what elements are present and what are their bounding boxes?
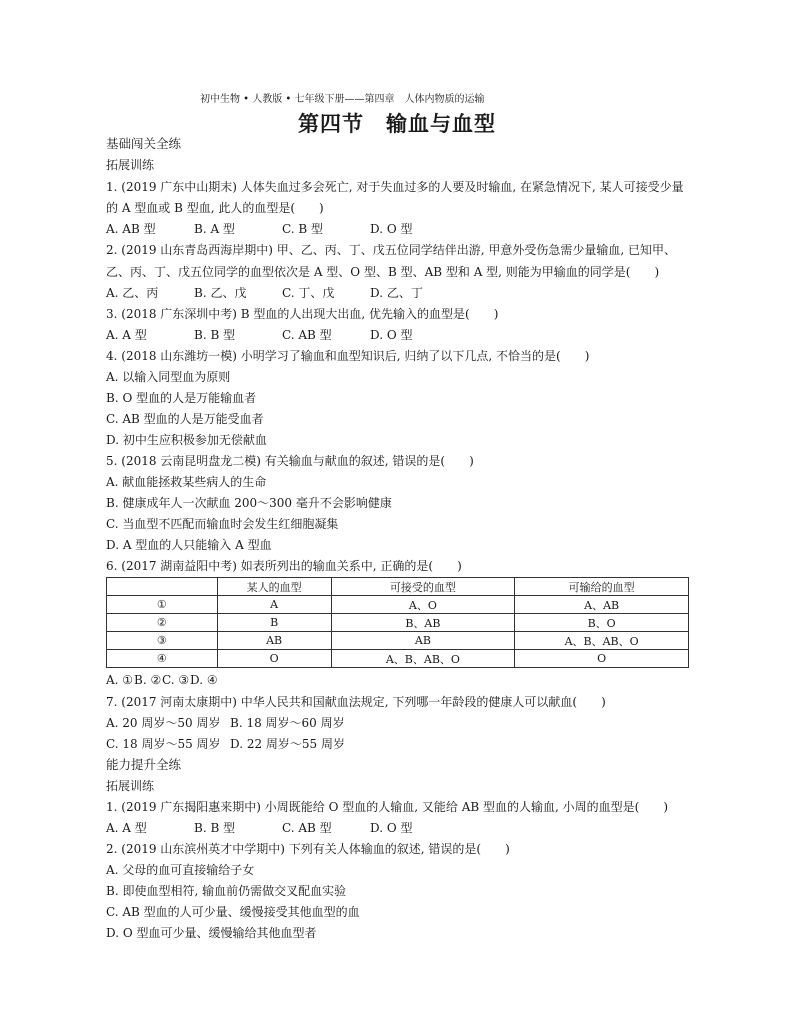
q1-option-d[interactable]: D. O 型	[370, 222, 413, 236]
table-cell: O	[515, 650, 689, 668]
q2-option-d[interactable]: D. 乙、丁	[370, 286, 423, 300]
p2-stem: 2. (2019 山东滨州英才中学期中) 下列有关人体输血的叙述, 错误的是( )	[106, 842, 510, 856]
q3-option-b[interactable]: B. B 型	[194, 328, 236, 342]
table-row	[107, 614, 689, 632]
q1-option-c[interactable]: C. B 型	[282, 222, 324, 236]
q7-options-row2	[106, 736, 345, 752]
q2-option-b[interactable]: B. 乙、戊	[194, 286, 247, 300]
p2-option-a[interactable]: A. 父母的血可直接输给子女	[106, 863, 255, 877]
table-cell: ③	[107, 632, 218, 650]
q6-option-c[interactable]: C. ③	[162, 673, 190, 687]
q3-stem: 3. (2018 广东深圳中考) B 型血的人出现大出血, 优先输入的血型是( )	[106, 307, 499, 321]
page-title: 第四节 输血与血型	[298, 111, 496, 136]
table-cell: B、AB	[331, 614, 515, 632]
series-header: 初中生物 • 人教版 • 七年级下册——第四章 人体内物质的运输	[200, 94, 485, 105]
q5-option-b[interactable]: B. 健康成年人一次献血 200～300 毫升不会影响健康	[106, 496, 392, 510]
table-cell: O	[217, 650, 331, 668]
table-cell: B、O	[515, 614, 689, 632]
q4-option-a[interactable]: A. 以输入同型血为原则	[106, 370, 231, 384]
q5-stem: 5. (2018 云南昆明盘龙二模) 有关输血与献血的叙述, 错误的是( )	[106, 454, 474, 468]
section-ability: 能力提升全练	[106, 757, 182, 772]
table-header-cell	[107, 578, 218, 596]
p2-option-d[interactable]: D. O 型血可少量、缓慢输给其他血型者	[106, 926, 317, 940]
table-header-row	[107, 578, 689, 596]
q7-option-b[interactable]: B. 18 周岁～60 周岁	[230, 716, 345, 730]
q7-option-c[interactable]: C. 18 周岁～55 周岁	[106, 737, 221, 751]
p1-stem: 1. (2019 广东揭阳惠来期中) 小周既能给 O 型血的人输血, 又能给 AB 型血的人输血, 小周的血型是( )	[106, 800, 668, 814]
section-basic: 基础闯关全练	[106, 136, 182, 151]
table-header-cell: 某人的血型	[217, 578, 331, 596]
q2-option-a[interactable]: A. 乙、丙	[106, 286, 159, 300]
table-header-cell: 可输给的血型	[515, 578, 689, 596]
table-cell: A、AB	[515, 596, 689, 614]
q3-option-d[interactable]: D. O 型	[370, 328, 413, 342]
q3-options	[106, 327, 458, 343]
q2-stem-line1: 2. (2019 山东青岛西海岸期中) 甲、乙、丙、丁、戊五位同学结伴出游, 甲意外受伤急需少量输血, 已知甲、	[106, 243, 677, 257]
q4-option-b[interactable]: B. O 型血的人是万能输血者	[106, 391, 257, 405]
p1-option-c[interactable]: C. AB 型	[282, 821, 332, 835]
q4-stem: 4. (2018 山东潍坊一模) 小明学习了输血和血型知识后, 归纳了以下几点, 不恰当的是( )	[106, 349, 590, 363]
table-row	[107, 596, 689, 614]
q6-options	[106, 672, 218, 688]
q6-option-b[interactable]: B. ②	[134, 673, 162, 687]
table-cell: ④	[107, 650, 218, 668]
q1-stem-line1: 1. (2019 广东中山期末) 人体失血过多会死亡, 对于失血过多的人要及时输血, 在紧急情况下, 某人可接受少量	[106, 180, 684, 194]
q5-option-c[interactable]: C. 当血型不匹配而输血时会发生红细胞凝集	[106, 517, 339, 531]
p1-option-d[interactable]: D. O 型	[370, 821, 413, 835]
q5-option-a[interactable]: A. 献血能拯救某些病人的生命	[106, 475, 267, 489]
blood-transfusion-table	[106, 577, 689, 668]
table-cell: ②	[107, 614, 218, 632]
subsection-basic-training: 拓展训练	[106, 158, 155, 172]
table-cell: A、B、AB、O	[331, 650, 515, 668]
q7-options-row1	[106, 715, 345, 731]
q1-stem-line2: 的 A 型血或 B 型血, 此人的血型是( )	[106, 201, 324, 215]
q1-option-a[interactable]: A. AB 型	[106, 222, 156, 236]
table-row	[107, 650, 689, 668]
q2-stem-line2: 乙、丙、丁、戊五位同学的血型依次是 A 型、O 型、B 型、AB 型和 A 型, 则能为甲输血的同学是( )	[106, 265, 660, 279]
q7-stem: 7. (2017 河南太康期中) 中华人民共和国献血法规定, 下列哪一年龄段的健康人可以献血( )	[106, 695, 606, 709]
q6-option-d[interactable]: D. ④	[190, 673, 218, 687]
table-cell: ①	[107, 596, 218, 614]
q2-option-c[interactable]: C. 丁、戊	[282, 286, 335, 300]
q1-options	[106, 221, 458, 237]
q5-option-d[interactable]: D. A 型血的人只能输入 A 型血	[106, 538, 272, 552]
q4-option-d[interactable]: D. 初中生应积极参加无偿献血	[106, 433, 267, 447]
table-cell: B	[217, 614, 331, 632]
q3-option-a[interactable]: A. A 型	[106, 328, 147, 342]
q3-option-c[interactable]: C. AB 型	[282, 328, 332, 342]
q2-options	[106, 285, 458, 301]
p1-option-a[interactable]: A. A 型	[106, 821, 147, 835]
q1-option-b[interactable]: B. A 型	[194, 222, 235, 236]
table-cell: A、O	[331, 596, 515, 614]
table-cell: A、B、AB、O	[515, 632, 689, 650]
subsection-ability-training: 拓展训练	[106, 779, 155, 793]
table-cell: AB	[331, 632, 515, 650]
q4-option-c[interactable]: C. AB 型血的人是万能受血者	[106, 412, 264, 426]
q6-option-a[interactable]: A. ①	[106, 673, 134, 687]
table-header-cell: 可接受的血型	[331, 578, 515, 596]
q6-stem: 6. (2017 湖南益阳中考) 如表所列出的输血关系中, 正确的是( )	[106, 559, 462, 573]
p2-option-b[interactable]: B. 即使血型相符, 输血前仍需做交叉配血实验	[106, 884, 347, 898]
table-cell: A	[217, 596, 331, 614]
p1-options	[106, 820, 458, 836]
p1-option-b[interactable]: B. B 型	[194, 821, 236, 835]
p2-option-c[interactable]: C. AB 型血的人可少量、缓慢接受其他血型的血	[106, 905, 360, 919]
q7-option-a[interactable]: A. 20 周岁～50 周岁	[106, 716, 221, 730]
table-cell: AB	[217, 632, 331, 650]
q7-option-d[interactable]: D. 22 周岁～55 周岁	[230, 737, 345, 751]
table-row	[107, 632, 689, 650]
